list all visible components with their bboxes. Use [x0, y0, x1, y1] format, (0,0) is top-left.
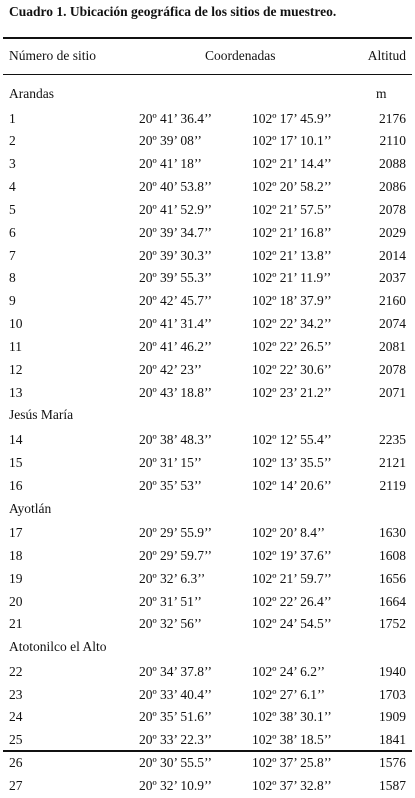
- site-number: 13: [9, 384, 23, 400]
- altitude-value: 2074: [379, 316, 406, 332]
- altitude-value: 1587: [379, 777, 406, 793]
- site-number: 26: [9, 755, 23, 771]
- table-row: [0, 729, 415, 752]
- table-row: [0, 775, 415, 798]
- longitude: 102º 12’ 55.4’’: [252, 431, 332, 447]
- latitude: 20º 40’ 53.8’’: [139, 179, 213, 195]
- table-row: [0, 429, 415, 452]
- latitude: 20º 35’ 53’’: [139, 477, 202, 493]
- longitude: 102º 22’ 30.6’’: [252, 361, 332, 377]
- site-number: 5: [9, 201, 16, 217]
- altitude-value: 2088: [379, 156, 406, 172]
- table-row: [0, 359, 415, 382]
- site-number: 8: [9, 270, 16, 286]
- group-name: Arandas: [9, 86, 54, 101]
- latitude: 20º 39’ 55.3’’: [139, 270, 213, 286]
- table-body: [0, 83, 415, 798]
- group-header-row: [0, 636, 415, 661]
- group-name: Jesús María: [9, 407, 74, 423]
- altitude-value: 2081: [379, 338, 406, 354]
- altitude-value: 2119: [379, 477, 406, 493]
- site-number: 2: [9, 133, 16, 149]
- latitude: 20º 29’ 59.7’’: [139, 547, 213, 563]
- longitude: 102º 22’ 26.4’’: [252, 593, 332, 609]
- site-number: 7: [9, 247, 16, 263]
- longitude: 102º 18’ 37.9’’: [252, 293, 332, 309]
- table-row: [0, 245, 415, 268]
- site-number: 14: [9, 431, 23, 447]
- table-row: [0, 568, 415, 591]
- group-name: Atotonilco el Alto: [9, 639, 107, 655]
- latitude: 20º 34’ 37.8’’: [139, 663, 213, 679]
- table-row: [0, 475, 415, 498]
- altitude-value: 2078: [379, 201, 406, 217]
- longitude: 102º 21’ 59.7’’: [252, 570, 332, 586]
- longitude: 102º 22’ 34.2’’: [252, 316, 332, 332]
- site-number: 22: [9, 663, 23, 679]
- altitude-value: 2071: [379, 384, 406, 400]
- site-number: 21: [9, 616, 23, 632]
- latitude: 20º 43’ 18.8’’: [139, 384, 213, 400]
- table-row: [0, 130, 415, 153]
- site-number: 17: [9, 525, 23, 540]
- table-row: [0, 313, 415, 336]
- site-number: 16: [9, 477, 23, 493]
- site-number: 12: [9, 361, 23, 377]
- longitude: 102º 23’ 21.2’’: [252, 384, 332, 400]
- latitude: 20º 32’ 6.3’’: [139, 570, 206, 586]
- table-caption: Cuadro 1. Ubicación geográfica de los sitios de muestreo.: [9, 4, 337, 19]
- altitude-value: 2014: [379, 247, 406, 263]
- table-row: [0, 706, 415, 729]
- latitude: 20º 29’ 55.9’’: [139, 525, 213, 540]
- header-altitude: Altitud: [367, 48, 406, 63]
- latitude: 20º 38’ 48.3’’: [139, 431, 213, 447]
- longitude: 102º 22’ 26.5’’: [252, 338, 332, 354]
- table-row: [0, 267, 415, 290]
- altitude-value: 2110: [379, 133, 406, 149]
- table-row: [0, 452, 415, 475]
- longitude: 102º 21’ 16.8’’: [252, 224, 332, 240]
- altitude-value: 1608: [379, 547, 406, 563]
- site-number: 23: [9, 686, 23, 702]
- header-site-number: Número de sitio: [9, 48, 96, 63]
- altitude-value: 2121: [379, 454, 406, 470]
- table-row: [0, 336, 415, 359]
- group-name: Ayotlán: [9, 500, 52, 516]
- group-header-row: [0, 83, 415, 108]
- site-number: 20: [9, 593, 23, 609]
- latitude: 20º 39’ 08’’: [139, 133, 202, 149]
- latitude: 20º 32’ 56’’: [139, 616, 202, 632]
- altitude-value: 1752: [379, 616, 406, 632]
- table-row: [0, 199, 415, 222]
- table-row: [0, 545, 415, 568]
- latitude: 20º 41’ 36.4’’: [139, 110, 213, 126]
- altitude-value: 1841: [379, 732, 406, 748]
- longitude: 102º 27’ 6.1’’: [252, 686, 326, 702]
- site-number: 1: [9, 110, 16, 126]
- latitude: 20º 31’ 15’’: [139, 454, 202, 470]
- bottom-rule: [3, 750, 412, 752]
- altitude-value: 2086: [379, 179, 406, 195]
- altitude-value: 2160: [379, 293, 406, 309]
- longitude: 102º 17’ 45.9’’: [252, 110, 332, 126]
- site-number: 10: [9, 316, 23, 332]
- longitude: 102º 21’ 57.5’’: [252, 201, 332, 217]
- latitude: 20º 41’ 46.2’’: [139, 338, 213, 354]
- altitude-value: 1940: [379, 663, 406, 679]
- altitude-value: 1664: [379, 593, 406, 609]
- longitude: 102º 37’ 32.8’’: [252, 777, 332, 793]
- table-row: [0, 108, 415, 131]
- latitude: 20º 31’ 51’’: [139, 593, 202, 609]
- site-number: 25: [9, 732, 23, 748]
- altitude-value: 2037: [379, 270, 406, 286]
- table-row: [0, 613, 415, 636]
- altitude-value: 1909: [379, 709, 406, 725]
- site-number: 18: [9, 547, 23, 563]
- altitude-value: 1703: [379, 686, 406, 702]
- longitude: 102º 24’ 6.2’’: [252, 663, 326, 679]
- table-row: [0, 684, 415, 707]
- altitude-value: 2029: [379, 224, 406, 240]
- table-row: [0, 290, 415, 313]
- latitude: 20º 42’ 23’’: [139, 361, 202, 377]
- latitude: 20º 39’ 34.7’’: [139, 224, 213, 240]
- longitude: 102º 24’ 54.5’’: [252, 616, 332, 632]
- site-number: 19: [9, 570, 23, 586]
- altitude-value: 2078: [379, 361, 406, 377]
- site-number: 24: [9, 709, 23, 725]
- site-number: 11: [9, 338, 22, 354]
- latitude: 20º 33’ 22.3’’: [139, 732, 213, 748]
- site-number: 15: [9, 454, 23, 470]
- table-row: [0, 176, 415, 199]
- longitude: 102º 21’ 11.9’’: [252, 270, 332, 286]
- site-number: 6: [9, 224, 16, 240]
- table-row: [0, 752, 415, 775]
- latitude: 20º 35’ 51.6’’: [139, 709, 213, 725]
- latitude: 20º 30’ 55.5’’: [139, 755, 213, 771]
- altitude-value: 2176: [379, 110, 406, 126]
- table-row: [0, 591, 415, 614]
- site-number: 27: [9, 777, 23, 793]
- latitude: 20º 39’ 30.3’’: [139, 247, 213, 263]
- longitude: 102º 20’ 58.2’’: [252, 179, 332, 195]
- longitude: 102º 20’ 8.4’’: [252, 525, 326, 540]
- latitude: 20º 41’ 52.9’’: [139, 201, 213, 217]
- latitude: 20º 41’ 31.4’’: [139, 316, 213, 332]
- longitude: 102º 21’ 14.4’’: [252, 156, 332, 172]
- latitude: 20º 32’ 10.9’’: [139, 777, 213, 793]
- longitude: 102º 19’ 37.6’’: [252, 547, 332, 563]
- table-row: [0, 522, 415, 545]
- top-rule: [3, 37, 412, 39]
- site-number: 4: [9, 179, 16, 195]
- latitude: 20º 42’ 45.7’’: [139, 293, 213, 309]
- header-rule: [3, 74, 412, 75]
- site-number: 9: [9, 293, 16, 309]
- table-row: [0, 222, 415, 245]
- altitude-value: 1576: [379, 755, 406, 771]
- header-coordinates: Coordenadas: [205, 48, 276, 63]
- longitude: 102º 17’ 10.1’’: [252, 133, 332, 149]
- altitude-value: 1656: [379, 570, 406, 586]
- group-header-row: [0, 404, 415, 429]
- group-header-row: [0, 498, 415, 523]
- table-row: [0, 153, 415, 176]
- altitude-unit: m: [376, 86, 387, 101]
- altitude-value: 1630: [379, 525, 406, 540]
- site-number: 3: [9, 156, 16, 172]
- longitude: 102º 21’ 13.8’’: [252, 247, 332, 263]
- table-row: [0, 661, 415, 684]
- latitude: 20º 41’ 18’’: [139, 156, 202, 172]
- longitude: 102º 14’ 20.6’’: [252, 477, 332, 493]
- longitude: 102º 37’ 25.8’’: [252, 755, 332, 771]
- longitude: 102º 38’ 30.1’’: [252, 709, 332, 725]
- altitude-value: 2235: [379, 431, 406, 447]
- table-row: [0, 382, 415, 405]
- latitude: 20º 33’ 40.4’’: [139, 686, 213, 702]
- longitude: 102º 38’ 18.5’’: [252, 732, 332, 748]
- longitude: 102º 13’ 35.5’’: [252, 454, 332, 470]
